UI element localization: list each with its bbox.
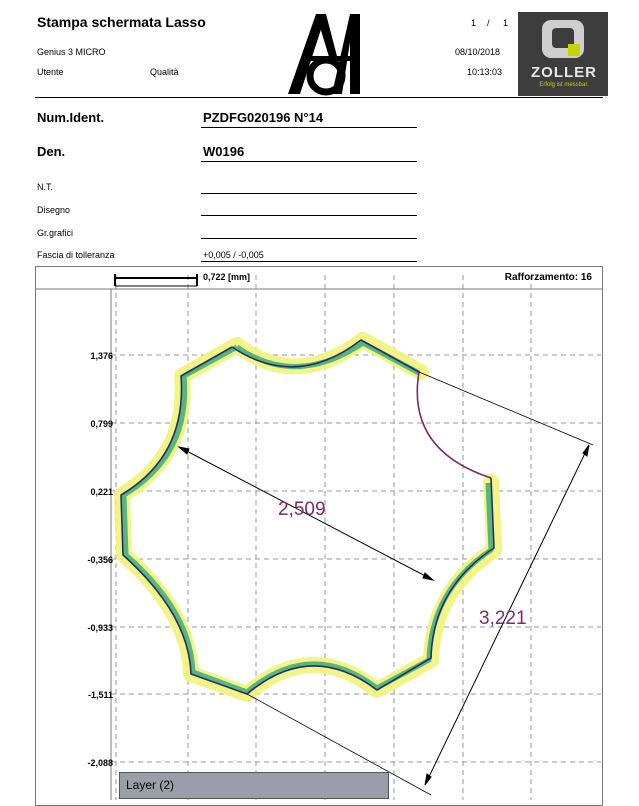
dimension-outer [247, 372, 593, 795]
zoller-brand: ZOLLER [531, 64, 597, 81]
report-title: Stampa schermata Lasso [37, 14, 206, 30]
y-tick-label: 0,799 [90, 419, 113, 429]
y-tick-label: -0,356 [87, 555, 113, 565]
y-tick-label: -0,933 [87, 623, 113, 633]
grgrafici-underline [201, 238, 417, 239]
y-tick-label: 1,376 [90, 351, 113, 361]
y-tick-label: -2,088 [87, 758, 113, 768]
num-ident-value: PZDFG020196 N°14 [203, 110, 324, 125]
zoller-slogan: Erfolg ist messbar. [539, 82, 589, 88]
report-date: 08/10/2018 [455, 47, 501, 57]
company-logo-icon [286, 12, 364, 96]
scale-bar [115, 274, 197, 286]
lasso-plot-svg [36, 267, 602, 800]
grgrafici-label: Gr.grafici [37, 228, 74, 238]
y-tick-label: 0,221 [90, 487, 113, 497]
num-ident-underline [201, 127, 417, 128]
dimension-outer-label: 3,221 [479, 608, 527, 629]
nt-label: N.T. [37, 182, 54, 192]
disegno-underline [201, 215, 417, 216]
layer-tab[interactable]: Layer (2) [119, 772, 389, 799]
report-time: 10:13:03 [467, 67, 503, 77]
disegno-label: Disegno [37, 205, 71, 215]
rafforzamento-label: Rafforzamento: 16 [504, 272, 592, 283]
lasso-plot [35, 266, 603, 806]
fascia-underline [201, 261, 417, 262]
den-value: W0196 [203, 144, 245, 159]
page-total: 1 [503, 18, 509, 28]
header-divider [35, 97, 603, 98]
num-ident-label: Num.Ident. [37, 110, 105, 125]
fascia-label: Fascia di tolleranza [37, 250, 115, 260]
device-name: Genius 3 MICRO [37, 47, 106, 57]
fascia-value: +0,005 / -0,005 [203, 250, 264, 260]
scale-label: 0,722 [mm] [203, 272, 251, 282]
quality-label: Qualità [150, 67, 179, 77]
den-label: Den. [37, 144, 66, 159]
nt-underline [201, 193, 417, 194]
page-current: 1 [471, 18, 477, 28]
den-underline [201, 161, 417, 162]
y-tick-label: -1,511 [87, 690, 113, 700]
user-label: Utente [37, 67, 64, 77]
zoller-q-icon [540, 18, 586, 60]
zoller-logo [518, 12, 608, 96]
dimension-inner-label: 2,509 [278, 499, 326, 520]
page-separator: / [487, 18, 490, 28]
